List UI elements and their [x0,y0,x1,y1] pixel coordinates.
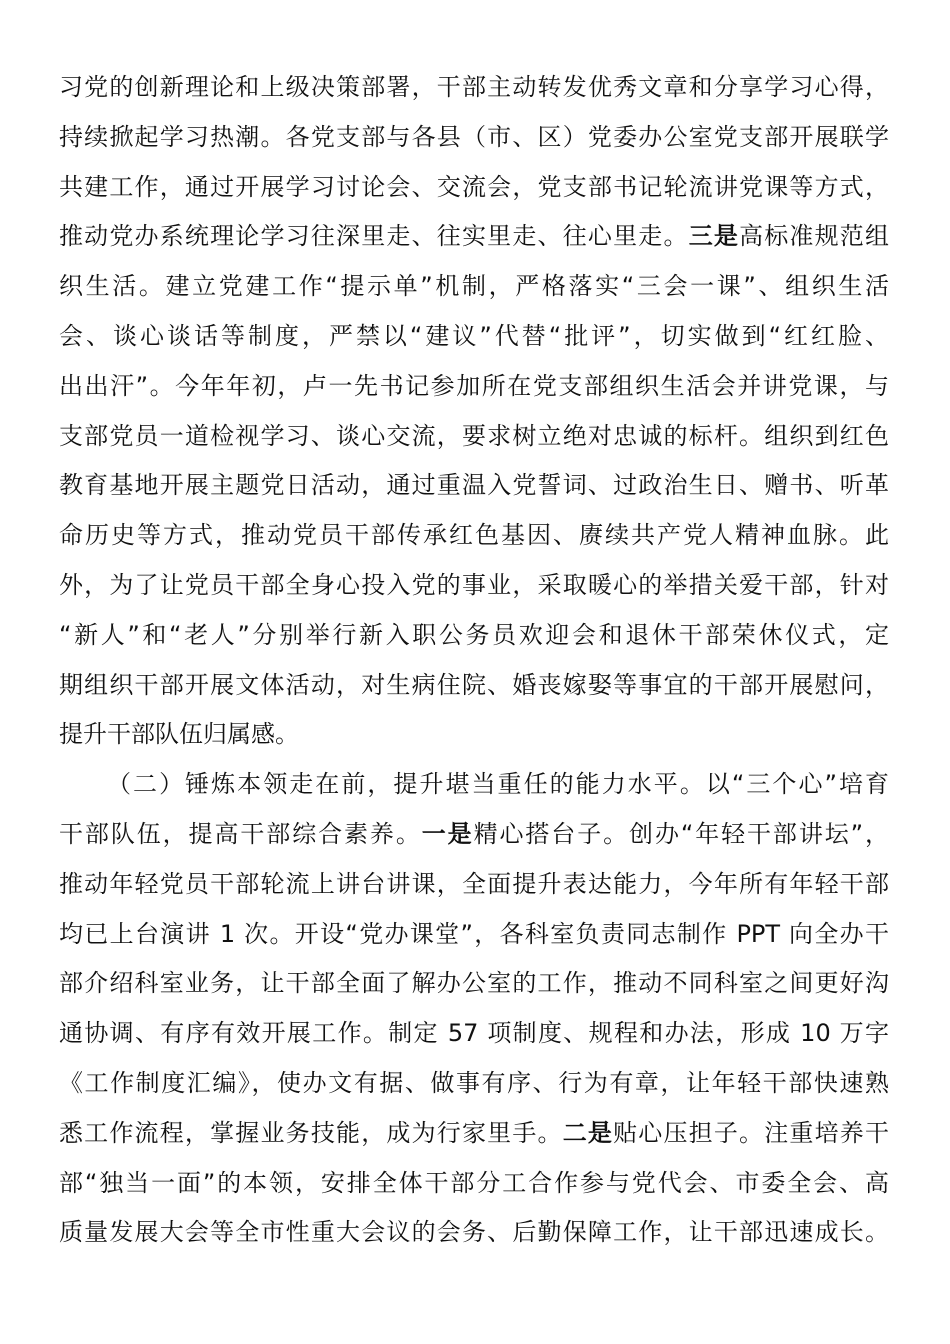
text-line [59,710,889,760]
text-line [59,1109,889,1159]
text-line [59,959,889,1009]
text-segment: 通协调、有序有效开展工作。制定 57 项制度、规程和办法，形成 10 万字 [59,1019,889,1048]
text-segment: 期组织干部开展文体活动，对生病住院、婚丧嫁娶等事宜的干部开展慰问， [59,670,889,699]
text-segment: 持续掀起学习热潮。各党支部与各县（市、区）党委办公室党支部开展联学 [59,122,889,151]
text-segment: 贴心压担子。注重培养干 [613,1118,889,1147]
text-line [59,262,889,312]
text-line [59,1059,889,1109]
bold-emphasis: 二是 [562,1118,614,1147]
text-line [59,212,889,262]
text-segment: 部介绍科室业务，让干部全面了解办公室的工作，推动不同科室之间更好沟 [59,969,889,998]
text-segment: 质量发展大会等全市性重大会议的会务、后勤保障工作，让干部迅速成长。 [59,1218,889,1247]
text-segment: 高标准规范组 [739,222,889,251]
text-line [59,412,889,462]
text-line [59,362,889,412]
text-line [59,561,889,611]
text-line [59,860,889,910]
text-segment: 共建工作，通过开展学习讨论会、交流会，党支部书记轮流讲党课等方式， [59,172,889,201]
text-segment: 干部队伍，提高干部综合素养。 [59,819,422,848]
text-line [59,113,889,163]
text-segment: 部“独当一面”的本领，安排全体干部分工合作参与党代会、市委全会、高 [59,1168,889,1197]
text-segment: 外，为了让党员干部全身心投入党的事业，采取暖心的举措关爱干部，针对 [59,570,889,599]
text-segment: 均已上台演讲 1 次。开设“党办课堂”，各科室负责同志制作 PPT 向全办干 [59,919,889,948]
text-line [59,611,889,661]
text-segment: 悉工作流程，掌握业务技能，成为行家里手。 [59,1118,563,1147]
text-segment: 出出汗”。今年年初，卢一先书记参加所在党支部组织生活会并讲党课，与 [59,371,889,400]
text-line [59,810,889,860]
text-segment: 推动党办系统理论学习往深里走、往实里走、往心里走。 [59,222,689,251]
text-segment: 会、谈心谈话等制度，严禁以“建议”代替“批评”，切实做到“红红脸、 [59,321,889,350]
text-line [59,461,889,511]
text-segment: 推动年轻党员干部轮流上讲台讲课，全面提升表达能力，今年所有年轻干部 [59,869,889,898]
text-line [59,1009,889,1059]
text-segment: 织生活。建立党建工作“提示单”机制，严格落实“三会一课”、组织生活 [59,272,889,301]
text-segment: 提升干部队伍归属感。 [59,720,299,749]
text-segment: 教育基地开展主题党日活动，通过重温入党誓词、过政治生日、赠书、听革 [59,471,889,500]
text-segment: 命历史等方式，推动党员干部传承红色基因、赓续共产党人精神血脉。此 [59,521,889,550]
text-line [59,1159,889,1209]
bold-emphasis: 一是 [421,819,474,848]
text-segment: “新人”和“老人”分别举行新入职公务员欢迎会和退休干部荣休仪式，定 [59,620,889,649]
text-line [59,1208,889,1258]
text-line [59,760,889,810]
text-line [59,910,889,960]
bold-emphasis: 三是 [688,222,740,251]
text-segment: 精心搭台子。创办“年轻干部讲坛”， [473,819,890,848]
text-segment: （二）锤炼本领走在前，提升堪当重任的能力水平。以“三个心”培育 [107,770,889,799]
text-line [59,312,889,362]
document-body [59,63,889,1258]
text-line [59,163,889,213]
text-line [59,511,889,561]
text-segment: 支部党员一道检视学习、谈心交流，要求树立绝对忠诚的标杆。组织到红色 [59,421,889,450]
text-segment: 习党的创新理论和上级决策部署，干部主动转发优秀文章和分享学习心得， [59,73,889,101]
text-line [59,63,889,113]
text-segment: 《工作制度汇编》，使办文有据、做事有序、行为有章，让年轻干部快速熟 [59,1068,889,1097]
text-line [59,661,889,711]
